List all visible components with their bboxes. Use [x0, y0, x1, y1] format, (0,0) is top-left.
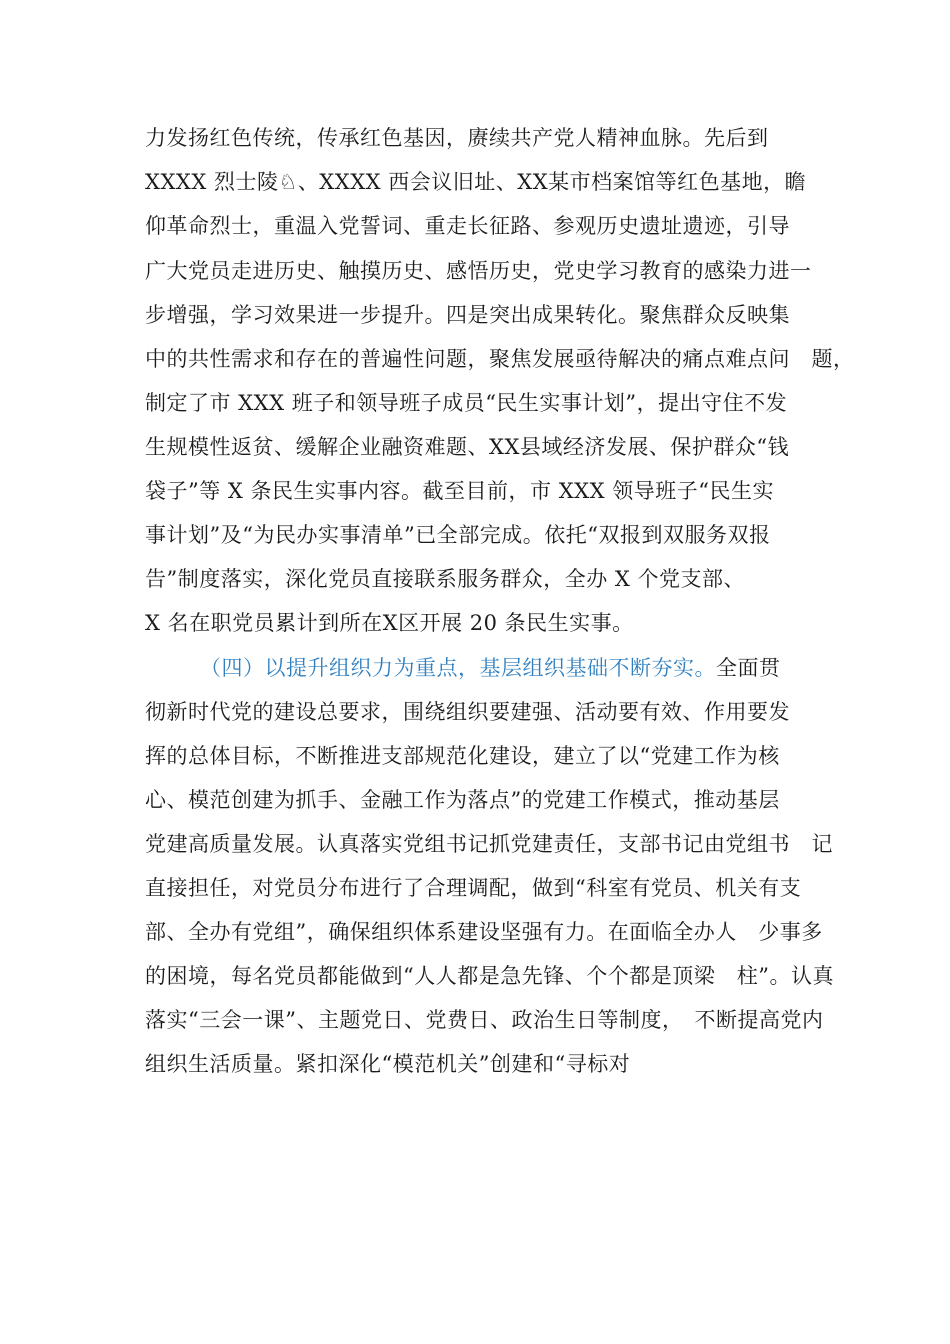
text-line-11: 告”制度落实，深化党员直接联系服务群众，全办 X 个党支部、 [145, 567, 746, 591]
text-line-9: 袋子”等 X 条民生实事内容。截至目前，市 XXX 领导班子“民生实 [145, 479, 774, 503]
section-heading-continuation: 全面贯 [716, 656, 781, 680]
section-heading-line [200, 655, 781, 681]
text-line-1: 力发扬红色传统，传承红色基因，赓续共产党人精神血脉。先后到 [145, 126, 769, 150]
text-line-22: 组织生活质量。紧扣深化“模范机关”创建和“寻标对 [145, 1052, 631, 1076]
text-line-2: XXXX 烈士陵♘、XXXX 西会议旧址、XX某市档案馆等红色基地，瞻 [145, 170, 807, 194]
text-line-4: 广大党员走进历史、触摸历史、感悟历史，党史学习教育的感染力进一 [145, 259, 812, 283]
text-line-5: 步增强，学习效果进一步提升。四是突出成果转化。聚焦群众反映集 [145, 303, 790, 327]
text-line-3: 仰革命烈士，重温入党誓词、重走长征路、参观历史遗址遗迹，引导 [145, 214, 790, 238]
text-line-7: 制定了市 XXX 班子和领导班子成员“民生实事计划”，提出守住不发 [145, 391, 788, 415]
text-line-10: 事计划”及“为民办实事清单”已全部完成。依托“双报到双服务双报 [145, 523, 771, 547]
text-line-6: 中的共性需求和存在的普遍性问题，聚焦发展亟待解决的痛点难点问 题， [145, 347, 855, 371]
text-line-17: 党建高质量发展。认真落实党组书记抓党建责任，支部书记由党组书 记 [145, 832, 833, 856]
section-heading: （四）以提升组织力为重点，基层组织基础不断夯实。 [200, 656, 716, 680]
text-line-16: 心、模范创建为抓手、金融工作为落点”的党建工作模式，推动基层 [145, 788, 780, 812]
text-line-8: 生规模性返贫、缓解企业融资难题、XX县域经济发展、保护群众“钱 [145, 435, 790, 459]
text-line-14: 彻新时代党的建设总要求，围绕组织要建强、活动要有效、作用要发 [145, 700, 790, 724]
text-line-18: 直接担任，对党员分布进行了合理调配，做到“科室有党员、机关有支 [145, 876, 802, 900]
text-line-19: 部、全办有党组”，确保组织体系建设坚强有力。在面临全办人 少事多 [145, 920, 823, 944]
text-line-12: X 名在职党员累计到所在X区开展 20 条民生实事。 [145, 611, 634, 635]
text-line-20: 的困境，每名党员都能做到“人人都是急先锋、个个都是顶梁 柱”。认真 [145, 964, 834, 988]
text-line-21: 落实“三会一课”、主题党日、党费日、政治生日等制度， 不断提高党内 [145, 1008, 824, 1032]
text-line-15: 挥的总体目标，不断推进支部规范化建设，建立了以“党建工作为核 [145, 744, 780, 768]
